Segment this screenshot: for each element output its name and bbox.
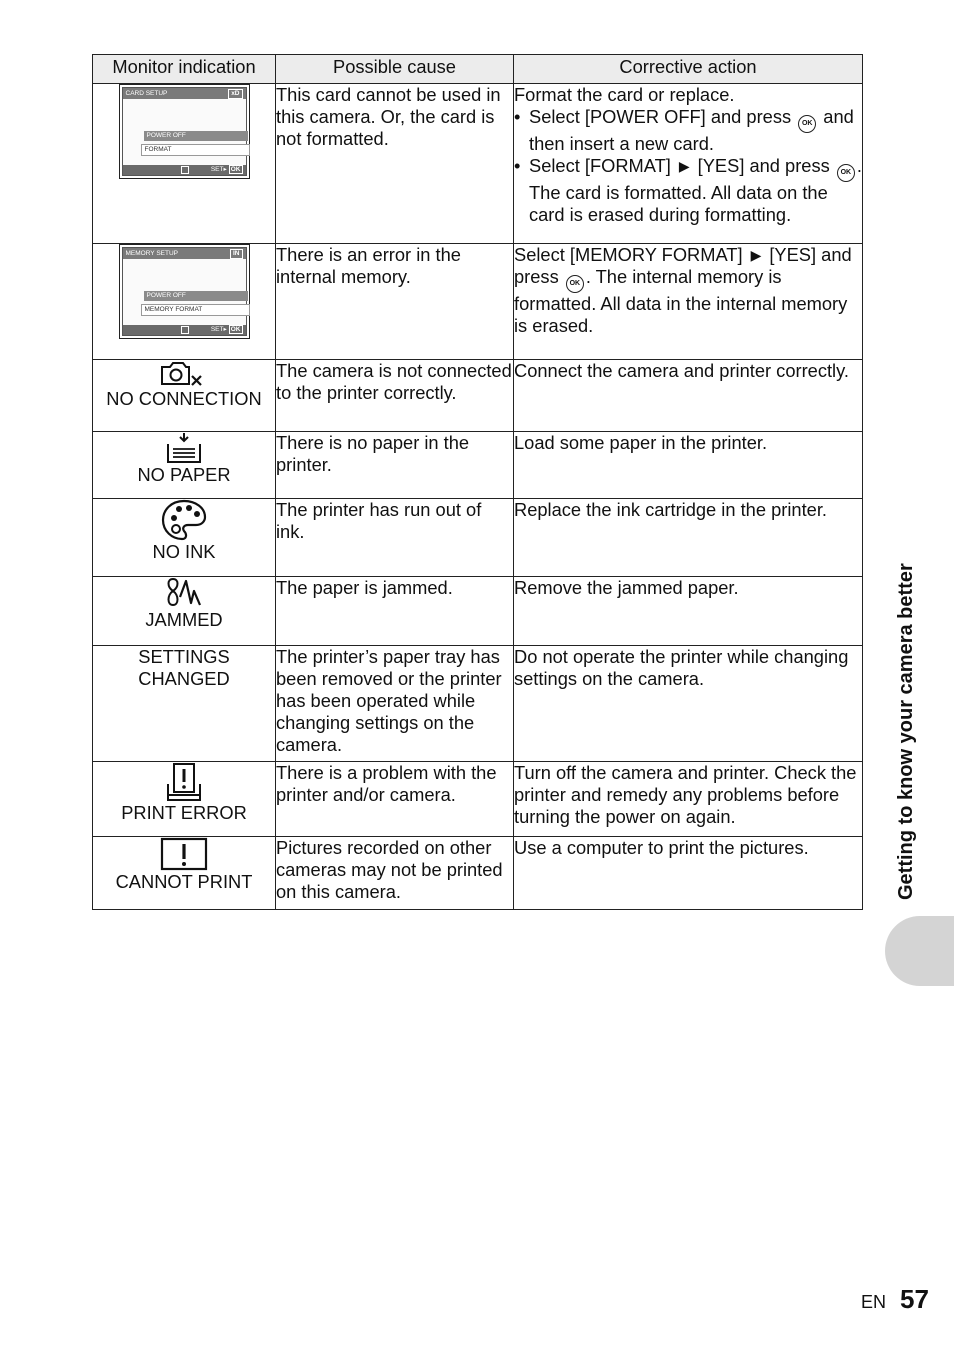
cause-cell: The printer’s paper tray has been removed or the printer has been operated while changing settings on the camera. — [276, 646, 514, 762]
table-row — [93, 837, 863, 910]
action-list — [514, 106, 862, 226]
header-corrective-action: Corrective action — [514, 55, 863, 84]
cause-cell: The camera is not connected to the printer correctly. — [276, 360, 514, 432]
action-cell: Do not operate the printer while changing settings on the camera. — [514, 646, 863, 762]
monitor-cell — [93, 84, 276, 244]
printer-error-icon — [164, 762, 204, 802]
table-row — [93, 244, 863, 360]
nav-pad-icon — [181, 326, 189, 334]
monitor-label: PRINT ERROR — [121, 802, 247, 823]
right-arrow-icon: ▶ — [678, 158, 690, 174]
page-number: 57 — [900, 1284, 929, 1314]
monitor-cell — [93, 432, 276, 499]
lcd-option-power-off: POWER OFF — [144, 131, 248, 141]
lcd-set-label: SET — [210, 326, 224, 333]
right-arrow-icon: ▶ — [750, 247, 762, 263]
action-cell: Connect the camera and printer correctly. — [514, 360, 863, 432]
cause-cell: Pictures recorded on other cameras may not be printed on this camera. — [276, 837, 514, 910]
paper-tray-icon — [164, 432, 204, 464]
table-row — [93, 646, 863, 762]
action-intro: Format the card or replace. — [514, 84, 735, 105]
ok-button-icon: OK — [798, 115, 816, 133]
monitor-cell — [93, 499, 276, 577]
camera-disconnected-icon — [159, 360, 209, 388]
monitor-label: NO PAPER — [137, 464, 231, 485]
action-text: [YES] and press — [514, 244, 852, 287]
table-row — [93, 762, 863, 837]
lcd-option-format: FORMAT — [141, 144, 250, 156]
lcd-option-power-off: POWER OFF — [144, 291, 248, 301]
monitor-label: NO CONNECTION — [106, 388, 262, 409]
side-section-title: Getting to know your camera better — [895, 563, 917, 900]
lcd-option-memory-format: MEMORY FORMAT — [141, 304, 250, 316]
monitor-label: SETTINGS — [138, 646, 230, 667]
header-possible-cause: Possible cause — [276, 55, 514, 84]
cause-cell: This card cannot be used in this camera. Or, the card is not formatted. — [276, 84, 514, 244]
ok-button-icon: OK — [566, 275, 584, 293]
header-monitor-indication: Monitor indication — [93, 55, 276, 84]
cause-cell: The paper is jammed. — [276, 577, 514, 646]
action-cell: Remove the jammed paper. — [514, 577, 863, 646]
monitor-label: JAMMED — [145, 609, 223, 630]
action-item — [514, 155, 862, 226]
internal-memory-icon: IN — [230, 249, 243, 259]
ok-icon: OK — [230, 166, 241, 173]
paper-jam-icon — [164, 577, 204, 609]
lcd-set-label: SET — [210, 166, 224, 173]
table-row — [93, 577, 863, 646]
action-item — [514, 106, 862, 155]
action-cell — [514, 244, 863, 360]
action-text: . The internal memory is formatted. All data in the internal memory is erased. — [514, 266, 848, 336]
ok-icon: OK — [230, 326, 241, 333]
monitor-cell — [93, 837, 276, 910]
monitor-label: CHANGED — [138, 668, 230, 689]
ok-button-icon: OK — [837, 164, 855, 182]
monitor-label: NO INK — [152, 541, 216, 562]
side-thumb-tab — [885, 916, 954, 986]
action-text: and then insert a new card. — [529, 106, 854, 154]
action-text: Select [MEMORY FORMAT] — [514, 244, 743, 265]
monitor-cell — [93, 646, 276, 762]
action-cell: Load some paper in the printer. — [514, 432, 863, 499]
exclamation-icon — [160, 837, 208, 871]
action-cell: Use a computer to print the pictures. — [514, 837, 863, 910]
monitor-cell — [93, 360, 276, 432]
troubleshooting-table — [92, 54, 863, 910]
action-cell: Turn off the camera and printer. Check the printer and remedy any problems before turning the power on again. — [514, 762, 863, 837]
action-cell — [514, 84, 863, 244]
monitor-cell — [93, 244, 276, 360]
action-text: . The card is formatted. All data on the card is erased during formatting. — [529, 155, 862, 225]
nav-pad-icon — [181, 166, 189, 174]
cause-cell: The printer has run out of ink. — [276, 499, 514, 577]
lcd-footer: SET▸ OK — [123, 165, 246, 175]
language-label: EN — [861, 1292, 887, 1312]
monitor-cell — [93, 762, 276, 837]
ink-palette-icon — [160, 499, 208, 541]
cause-cell: There is an error in the internal memory. — [276, 244, 514, 360]
cause-cell: There is a problem with the printer and/or camera. — [276, 762, 514, 837]
lcd-title: CARD SETUP — [123, 88, 246, 99]
action-text: Select [POWER OFF] and press — [529, 106, 792, 127]
card-setup-screen — [119, 84, 250, 179]
table-row — [93, 84, 863, 244]
monitor-cell — [93, 577, 276, 646]
lcd-footer: SET▸ OK — [123, 325, 246, 335]
table-header-row — [93, 55, 863, 84]
memory-setup-screen — [119, 244, 250, 339]
table-row — [93, 360, 863, 432]
xd-card-icon: xD — [228, 89, 242, 99]
action-text: Select [FORMAT] — [529, 155, 671, 176]
cause-cell: There is no paper in the printer. — [276, 432, 514, 499]
action-cell: Replace the ink cartridge in the printer. — [514, 499, 863, 577]
table-row — [93, 499, 863, 577]
monitor-label: CANNOT PRINT — [115, 871, 253, 892]
action-text: [YES] and press — [697, 155, 830, 176]
lcd-title: MEMORY SETUP — [123, 248, 246, 259]
table-row — [93, 432, 863, 499]
